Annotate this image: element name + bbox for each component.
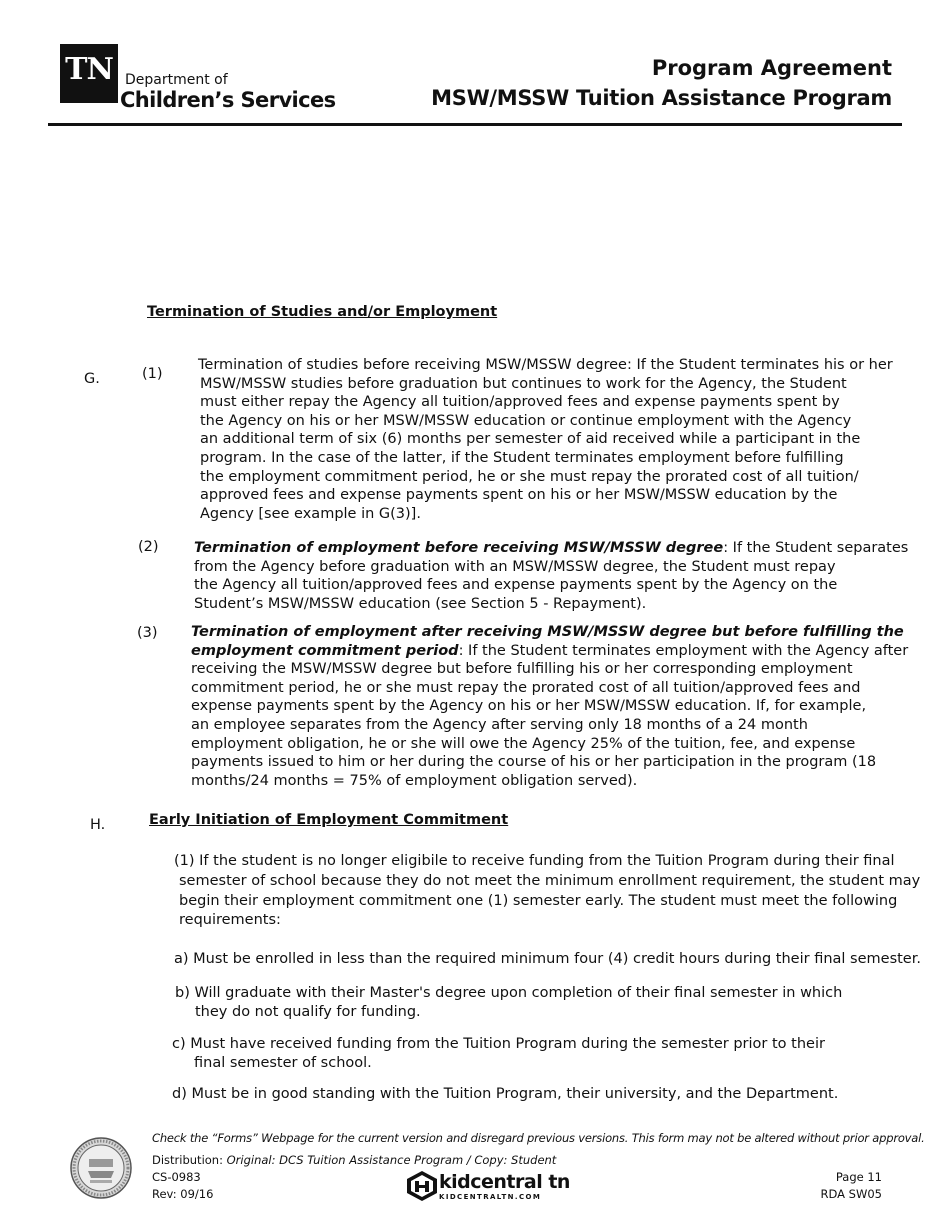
g3-line2-rest: : If the Student terminates employment with the Agency after — [458, 642, 909, 659]
footer-distribution — [152, 1153, 556, 1167]
h-req-c-line: c) Must have received funding from the Tuition Program during the semester prior to their — [172, 1036, 825, 1052]
kidcentral-logo-icon — [405, 1170, 439, 1202]
rda-code: RDA SW05 — [820, 1187, 882, 1201]
g3-line: expense payments spent by the Agency on his or her MSW/MSSW education. If, for example, — [191, 698, 867, 715]
g3-line: employment obligation, he or she will owe the Agency 25% of the tuition, fee, and expense — [191, 735, 856, 752]
g3-bold-lead2: employment commitment period — [191, 642, 459, 659]
h-intro-text — [174, 852, 920, 930]
header-divider — [48, 123, 902, 126]
kidcentral-url: KIDCENTRALTN.COM — [439, 1193, 542, 1201]
g1-line: MSW/MSSW studies before graduation but continues to work for the Agency, the Student — [200, 375, 847, 392]
tn-logo-text: TN — [65, 52, 113, 87]
h-intro-line: semester of school because they do not meet the minimum enrollment requirement, the student may — [179, 872, 921, 889]
dept-name: Children’s Services — [120, 88, 336, 112]
g1-line: the Agency on his or her MSW/MSSW education or continue employment with the Agency — [200, 412, 852, 429]
g1-line: must either repay the Agency all tuition/approved fees and expense payments spent by — [200, 394, 840, 411]
g3-line: commitment period, he or she must repay the prorated cost of all tuition/approved fees and — [191, 679, 861, 696]
g-item3-marker: (3) — [137, 625, 158, 641]
page-title: Program Agreement — [651, 56, 892, 80]
logo-underline — [60, 103, 118, 106]
h-intro-line: begin their employment commitment one (1) semester early. The student must meet the following — [179, 892, 898, 909]
g3-bold-line1: Termination of employment after receiving MSW/MSSW degree but before fulfilling the — [191, 624, 904, 640]
section-h-letter: H. — [90, 817, 106, 833]
g2-bold-lead: Termination of employment before receiving MSW/MSSW degree — [194, 540, 724, 556]
g1-line: an additional term of six (6) months per semester of aid received while a participant in the — [200, 431, 861, 448]
section-g-heading: Termination of Studies and/or Employment — [147, 304, 498, 320]
g3-line: receiving the MSW/MSSW degree but before fulfilling his or her corresponding employment — [191, 661, 853, 678]
g3-line: payments issued to him or her during the course of his or her participation in the program (18 — [191, 754, 877, 771]
g-item2-text — [194, 539, 908, 613]
revision: Rev: 09/16 — [152, 1187, 214, 1201]
g2-line: Student’s MSW/MSSW education (see Section 5 - Repayment). — [194, 595, 647, 612]
g-item2-marker: (2) — [138, 539, 159, 555]
state-seal-icon — [70, 1137, 132, 1199]
g3-line: an employee separates from the Agency after serving only 18 months of a 24 month — [191, 716, 808, 733]
g-item3-text — [191, 623, 908, 790]
g-item1-text — [198, 356, 893, 523]
page-subtitle: MSW/MSSW Tuition Assistance Program — [431, 86, 892, 110]
page-number: Page 11 — [835, 1170, 882, 1184]
g1-line: program. In the case of the latter, if the Student terminates employment before fulfilling — [200, 449, 844, 466]
section-g-letter: G. — [84, 371, 100, 387]
g2-line: from the Agency before graduation with an MSW/MSSW degree, the Student must repay — [194, 558, 836, 575]
h-req-b — [175, 984, 842, 1021]
h-req-c-line: final semester of school. — [194, 1054, 372, 1071]
g1-line: Termination of studies before receiving MSW/MSSW degree: If the Student terminates his or her — [198, 357, 893, 373]
h-req-b-line: b) Will graduate with their Master's degree upon completion of their final semester in which — [175, 985, 843, 1001]
h-req-a: a) Must be enrolled in less than the required minimum four (4) credit hours during their final semester. — [174, 951, 921, 967]
h-intro-line: requirements: — [179, 911, 281, 928]
kidcentral-name: kidcentral tn — [439, 1171, 570, 1193]
g-item1-marker: (1) — [142, 366, 163, 382]
dept-prefix: Department of — [125, 72, 228, 88]
h-req-d: d) Must be in good standing with the Tuition Program, their university, and the Department. — [172, 1086, 839, 1102]
distribution-label: Distribution: — [152, 1153, 223, 1167]
g1-line: Agency [see example in G(3)]. — [200, 505, 421, 522]
g1-line: the employment commitment period, he or she must repay the prorated cost of all tuition/ — [200, 468, 859, 485]
form-number: CS-0983 — [152, 1170, 201, 1184]
h-req-c — [172, 1035, 825, 1072]
g2-line: the Agency all tuition/approved fees and expense payments spent by the Agency on the — [194, 577, 838, 594]
distribution-value: Original: DCS Tuition Assistance Program / Copy: Student — [226, 1153, 557, 1167]
h-req-b-line: they do not qualify for funding. — [195, 1003, 421, 1020]
g2-line1-rest: : If the Student separates — [723, 540, 909, 556]
h-intro-line: (1) If the student is no longer eligibile to receive funding from the Tuition Program during their final — [174, 853, 895, 869]
section-h-heading: Early Initiation of Employment Commitment — [149, 812, 509, 828]
g1-line: approved fees and expense payments spent on his or her MSW/MSSW education by the — [200, 487, 838, 504]
g3-line: months/24 months = 75% of employment obligation served). — [191, 772, 638, 789]
footer-notice: Check the “Forms” Webpage for the current version and disregard previous versions. This form may not be altered without prior approval. — [152, 1131, 925, 1145]
